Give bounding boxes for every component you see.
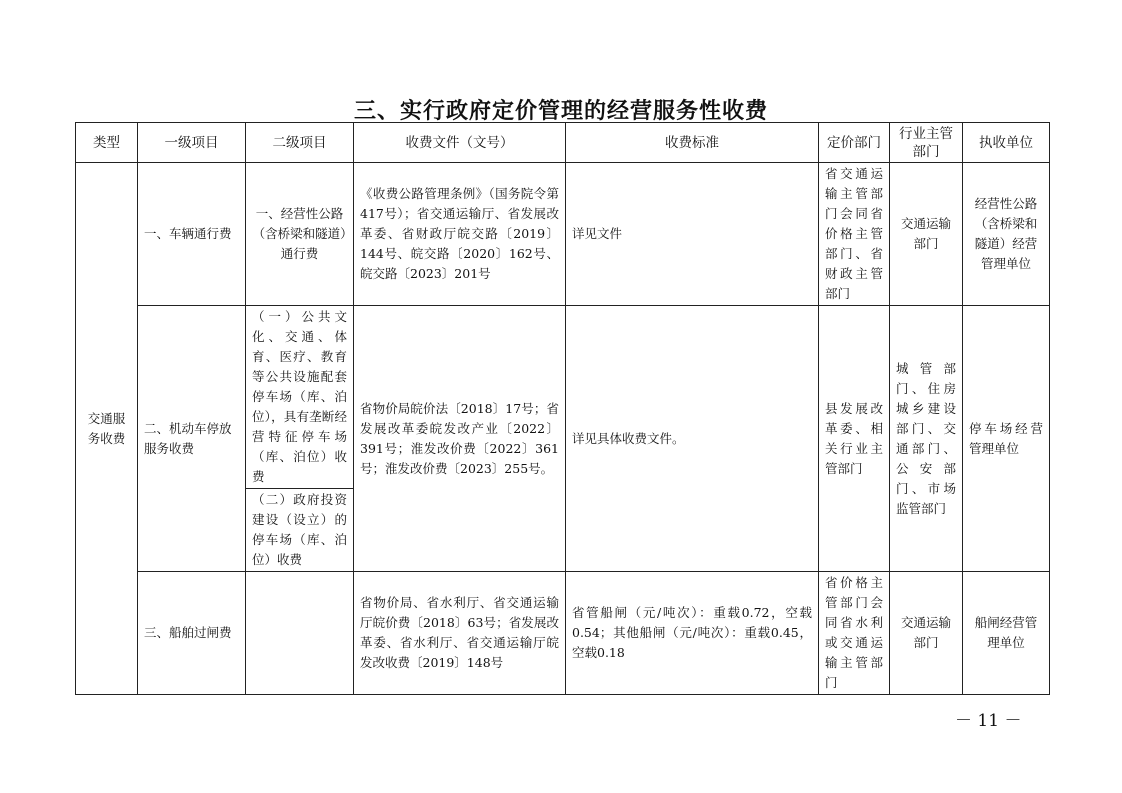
header-row: [76, 123, 1050, 163]
fee-table: [75, 122, 1050, 695]
header-level2: 二级项目: [246, 123, 354, 163]
document-cell: 《收费公路管理条例》（国务院令第417号）；省交通运输厅、省发展改革委、省财政厅皖交路〔2019〕144号、皖交路〔2020〕162号、皖交路〔2023〕201号: [354, 163, 566, 306]
header-collector: 执收单位: [963, 123, 1050, 163]
header-document: 收费文件（文号）: [354, 123, 566, 163]
header-industry-dept: 行业主管部门: [890, 123, 963, 163]
document-cell: 省物价局皖价法〔2018〕17号；省发展改革委皖发改产业〔2022〕391号；淮发改价费〔2022〕361号；淮发改价费〔2023〕255号。: [354, 306, 566, 572]
header-type: 类型: [76, 123, 138, 163]
header-standard: 收费标准: [566, 123, 819, 163]
pricing-dept-cell: 省交通运输主管部门会同省价格主管部门、省财政主管部门: [819, 163, 890, 306]
industry-dept-cell: 交通运输部门: [890, 572, 963, 695]
standard-cell: 省管船闸（元/吨次）：重载0.72，空载0.54；其他船闸（元/吨次）：重载0.45，空载0.18: [566, 572, 819, 695]
level2-cell: 一、经营性公路（含桥梁和隧道）通行费: [246, 163, 354, 306]
level2-cell: （一）公共文化、交通、体育、医疗、教育等公共设施配套停车场（库、泊位），具有垄断经营特征停车场（库、泊位）收费: [246, 306, 354, 489]
header-level1: 一级项目: [138, 123, 246, 163]
industry-dept-cell: 城管部门、住房城乡建设部门、交通部门、公安部门、市场监管部门: [890, 306, 963, 572]
document-cell: 省物价局、省水利厅、省交通运输厅皖价费〔2018〕63号；省发展改革委、省水利厅、省交通运输厅皖发改收费〔2019〕148号: [354, 572, 566, 695]
collector-cell: 船闸经营管理单位: [963, 572, 1050, 695]
industry-dept-cell: 交通运输部门: [890, 163, 963, 306]
standard-cell: 详见文件: [566, 163, 819, 306]
collector-cell: 经营性公路（含桥梁和隧道）经营管理单位: [963, 163, 1050, 306]
level2-cell: [246, 572, 354, 695]
category-cell: 交通服务收费: [76, 163, 138, 695]
header-pricing-dept: 定价部门: [819, 123, 890, 163]
level1-cell: 二、机动车停放服务收费: [138, 306, 246, 572]
level1-cell: 三、船舶过闸费: [138, 572, 246, 695]
pricing-dept-cell: 县发展改革委、相关行业主管部门: [819, 306, 890, 572]
page-title: 三、实行政府定价管理的经营服务性收费: [353, 99, 768, 124]
page-number: － 11 －: [955, 711, 1022, 731]
pricing-dept-cell: 省价格主管部门会同省水利或交通运输主管部门: [819, 572, 890, 695]
table-row: [76, 306, 1050, 489]
table-row: [76, 163, 1050, 306]
level1-cell: 一、车辆通行费: [138, 163, 246, 306]
level2-cell: （二）政府投资建设（设立）的停车场（库、泊位）收费: [246, 489, 354, 572]
standard-cell: 详见具体收费文件。: [566, 306, 819, 572]
collector-cell: 停车场经营管理单位: [963, 306, 1050, 572]
table-row: [76, 572, 1050, 695]
